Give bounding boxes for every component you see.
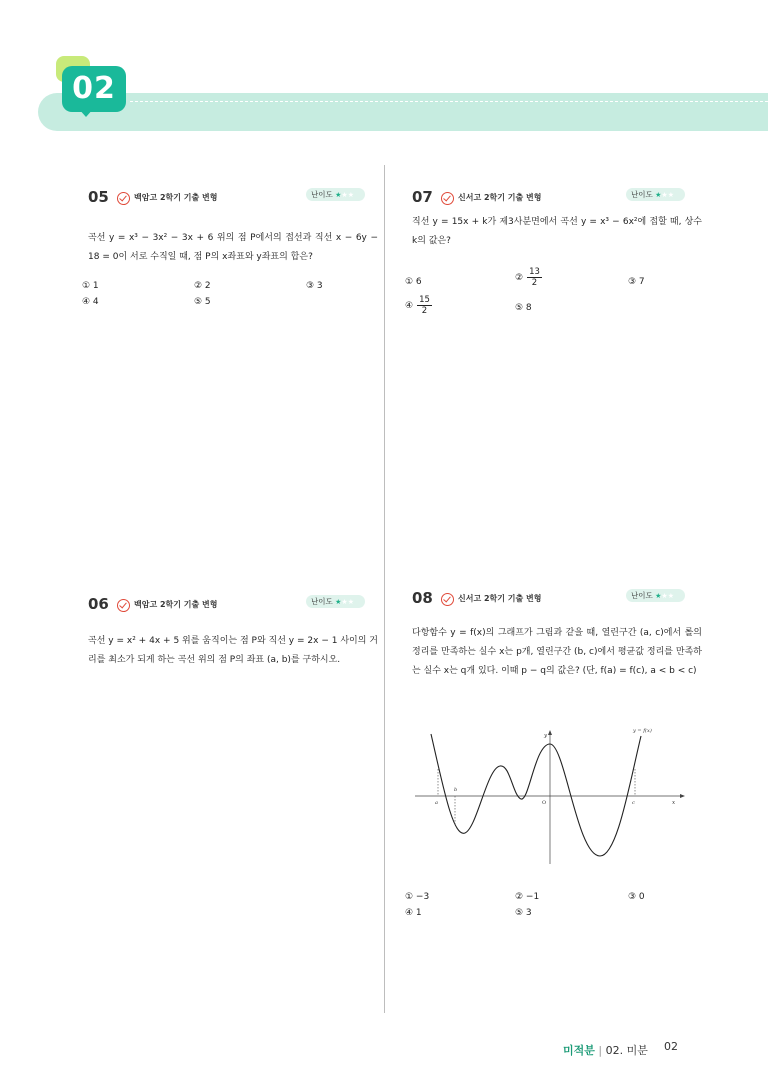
problem-source: 백암고 2학기 기출 변형 xyxy=(134,193,218,202)
choice-1[interactable]: ① 1 xyxy=(82,281,99,291)
check-icon xyxy=(441,192,454,205)
star-filled-icon: ★ xyxy=(335,598,342,606)
star-filled-icon: ★ xyxy=(335,191,342,199)
fraction xyxy=(527,267,542,288)
problem-text: 직선 y = 15x + k가 제3사분면에서 곡선 y = x³ − 6x²에 접할 때, 상수 k의 값은? xyxy=(412,217,702,246)
problem-text: 곡선 y = x² + 4x + 5 위를 움직이는 점 P와 직선 y = 2x − 1 사이의 거리를 최소가 되게 하는 곡선 위의 점 P의 좌표 (a, b)를 구하시오. xyxy=(88,636,378,665)
fraction-numerator: 13 xyxy=(529,267,540,277)
problem-number: 06 xyxy=(88,595,109,613)
choice-5[interactable]: ⑤ 5 xyxy=(194,297,211,307)
star-empty-icon: ★ xyxy=(667,191,674,199)
problem-06 xyxy=(88,595,378,670)
function-graph xyxy=(415,726,690,866)
label-c: c xyxy=(632,800,635,806)
footer-separator: | xyxy=(598,1044,603,1057)
problem-number: 07 xyxy=(412,188,433,206)
label-a: a xyxy=(435,800,438,806)
check-icon xyxy=(441,593,454,606)
difficulty-badge xyxy=(306,595,365,608)
column-divider xyxy=(384,165,385,1013)
problem-number: 08 xyxy=(412,589,433,607)
fraction-denominator: 2 xyxy=(531,278,538,288)
choice-1[interactable]: ① 6 xyxy=(405,277,422,287)
check-icon xyxy=(117,599,130,612)
problem-08-choices xyxy=(405,892,695,932)
difficulty-badge xyxy=(306,188,365,201)
choice-4[interactable]: ④ 4 xyxy=(82,297,99,307)
problem-source: 백암고 2학기 기출 변형 xyxy=(134,600,218,609)
choice-5[interactable]: ⑤ 8 xyxy=(515,303,532,313)
choice-1[interactable]: ① −3 xyxy=(405,892,430,902)
page-number: 02 xyxy=(664,1040,678,1053)
star-empty-icon: ★ xyxy=(347,598,354,606)
problem-07 xyxy=(405,188,702,323)
problem-05 xyxy=(82,188,378,321)
check-icon xyxy=(117,192,130,205)
choice-4-marker: ④ xyxy=(405,301,414,311)
chapter-banner xyxy=(38,93,768,131)
choice-2-marker: ② xyxy=(515,273,524,283)
choice-4[interactable] xyxy=(405,295,432,316)
chapter-number: 02 xyxy=(72,71,116,106)
banner-dashed-line xyxy=(130,101,768,102)
footer xyxy=(563,1042,648,1058)
star-empty-icon: ★ xyxy=(341,191,348,199)
problem-header xyxy=(88,188,378,211)
problem-number: 05 xyxy=(88,188,109,206)
difficulty-label: 난이도 xyxy=(631,591,653,600)
star-filled-icon: ★ xyxy=(655,592,662,600)
x-axis-arrow xyxy=(680,794,685,798)
fraction xyxy=(417,295,432,316)
difficulty-label: 난이도 xyxy=(311,190,333,199)
star-empty-icon: ★ xyxy=(341,598,348,606)
label-y-axis: y xyxy=(544,733,548,739)
fraction-denominator: 2 xyxy=(421,306,428,316)
fraction-numerator: 15 xyxy=(419,295,430,305)
star-empty-icon: ★ xyxy=(661,191,668,199)
problem-text: 곡선 y = x³ − 3x² − 3x + 6 위의 점 P에서의 접선과 직선 x − 6y − 18 = 0이 서로 수직일 때, 점 P의 x좌표와 y좌표의 합은? xyxy=(88,233,378,262)
choice-2[interactable] xyxy=(515,267,542,288)
choice-5[interactable]: ⑤ 3 xyxy=(515,908,532,918)
choice-2[interactable]: ② −1 xyxy=(515,892,540,902)
choice-3[interactable]: ③ 7 xyxy=(628,277,645,287)
label-b: b xyxy=(454,787,458,793)
difficulty-badge xyxy=(626,188,685,201)
label-origin: O xyxy=(542,800,547,806)
difficulty-label: 난이도 xyxy=(631,190,653,199)
choice-2[interactable]: ② 2 xyxy=(194,281,211,291)
problem-header xyxy=(88,595,378,618)
footer-subject: 미적분 xyxy=(563,1044,595,1057)
label-x-axis: x xyxy=(672,800,676,806)
problem-source: 신서고 2학기 기출 변형 xyxy=(458,193,542,202)
star-empty-icon: ★ xyxy=(661,592,668,600)
problem-header xyxy=(412,589,702,612)
difficulty-label: 난이도 xyxy=(311,597,333,606)
star-filled-icon: ★ xyxy=(655,191,662,199)
choices xyxy=(405,267,702,323)
problem-source: 신서고 2학기 기출 변형 xyxy=(458,594,542,603)
problem-08 xyxy=(412,589,702,681)
y-axis-arrow xyxy=(548,730,552,735)
choice-4[interactable]: ④ 1 xyxy=(405,908,422,918)
difficulty-badge xyxy=(626,589,685,602)
curve-f xyxy=(431,734,641,856)
problem-text: 다항함수 y = f(x)의 그래프가 그림과 같을 때, 열린구간 (a, c)에서 롤의 정리를 만족하는 실수 x는 p개, 열린구간 (b, c)에서 평균값 정리를 만족하는 실수 x는 q개 있다. 이때 p − q의 값은? (단, f(a) = f(c), a < b < c) xyxy=(412,628,702,676)
footer-section: 02. 미분 xyxy=(605,1044,648,1057)
star-empty-icon: ★ xyxy=(347,191,354,199)
problem-header xyxy=(412,188,702,211)
star-empty-icon: ★ xyxy=(667,592,674,600)
choices xyxy=(82,281,378,321)
label-curve: y = f(x) xyxy=(633,728,652,734)
choice-3[interactable]: ③ 3 xyxy=(306,281,323,291)
choice-3[interactable]: ③ 0 xyxy=(628,892,645,902)
